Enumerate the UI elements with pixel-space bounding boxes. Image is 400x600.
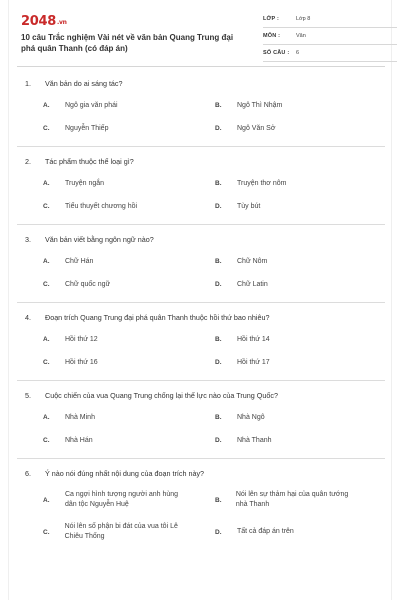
option-letter: C. <box>43 125 50 132</box>
option-text: Hồi thứ 14 <box>237 335 270 343</box>
option-letter: A. <box>43 336 50 343</box>
option-letter: C. <box>43 437 50 444</box>
answer-options <box>17 250 385 296</box>
option-letter: C. <box>43 359 50 366</box>
question-number: 5. <box>25 390 31 400</box>
option-text: Chữ quốc ngữ <box>65 280 111 288</box>
meta-row-subject <box>263 32 397 45</box>
answer-options <box>17 328 385 374</box>
option-letter: A. <box>43 258 50 265</box>
answer-option-c[interactable] <box>17 195 189 218</box>
question-item <box>17 310 385 381</box>
option-text: Chữ Hán <box>65 257 94 265</box>
meta-label: SỐ CÂU : <box>263 50 290 56</box>
option-text: Nguyễn Thiếp <box>65 124 109 132</box>
answer-option-b[interactable] <box>189 94 361 117</box>
site-logo[interactable]: $2048_{.vn}$ <box>21 14 67 29</box>
question-stem <box>17 232 385 246</box>
answer-options <box>17 484 385 548</box>
answer-option-b[interactable] <box>189 484 361 516</box>
question-stem <box>17 76 385 90</box>
worksheet-page <box>8 0 392 600</box>
question-text: Văn bản do ai sáng tác? <box>45 78 123 88</box>
answer-option-a[interactable] <box>17 484 189 516</box>
answer-options <box>17 406 385 452</box>
option-letter: B. <box>215 180 222 187</box>
meta-value: Văn <box>296 33 306 39</box>
option-letter: A. <box>43 102 50 109</box>
option-text: Nói lên sự thảm hại của quân tướng nhà Thanh <box>235 491 349 508</box>
option-letter: D. <box>215 359 222 366</box>
option-letter: C. <box>43 203 50 210</box>
answer-option-c[interactable] <box>17 429 189 452</box>
answer-option-a[interactable] <box>17 406 189 429</box>
option-letter: D. <box>215 528 222 536</box>
option-letter: A. <box>43 180 50 187</box>
option-letter: B. <box>215 414 222 421</box>
answer-option-c[interactable] <box>17 516 189 548</box>
option-letter: D. <box>215 125 222 132</box>
worksheet-title: 10 câu Trắc nghiệm Vài nét về văn bản Quang Trung đại phá quân Thanh (có đáp án) <box>21 33 234 53</box>
option-letter: B. <box>215 496 222 504</box>
answer-option-d[interactable] <box>189 516 361 548</box>
option-text: Nhà Ngô <box>237 413 265 421</box>
meta-row-grade <box>263 15 397 28</box>
option-text: Nhà Thanh <box>237 436 272 444</box>
option-text: Nói lên số phận bi đát của vua tôi Lê Chiêu Thống <box>64 523 178 540</box>
question-stem <box>17 310 385 324</box>
option-text: Tất cả đáp án trên <box>237 528 294 535</box>
question-stem <box>17 466 385 480</box>
option-text: Chữ Nôm <box>237 257 268 265</box>
question-number: 4. <box>25 312 31 322</box>
meta-label: LỚP : <box>263 16 279 22</box>
header-divider <box>17 66 385 67</box>
option-letter: D. <box>215 203 222 210</box>
option-letter: A. <box>43 414 50 421</box>
option-letter: D. <box>215 437 222 444</box>
option-text: Ngô Văn Sở <box>237 124 276 132</box>
answer-option-d[interactable] <box>189 429 361 452</box>
option-text: Nhà Hán <box>65 436 93 444</box>
answer-option-b[interactable] <box>189 328 361 351</box>
meta-label: MÔN : <box>263 33 281 39</box>
answer-option-b[interactable] <box>189 172 361 195</box>
meta-value: 6 <box>296 50 300 56</box>
option-text: Hồi thứ 17 <box>237 358 270 366</box>
option-letter: C. <box>43 528 50 536</box>
question-text: Đoạn trích Quang Trung đại phá quân Thanh thuộc hồi thứ bao nhiêu? <box>45 312 270 322</box>
option-text: Ngô gia văn phái <box>65 101 118 109</box>
answer-option-d[interactable] <box>189 117 361 140</box>
meta-value: Lớp 8 <box>296 16 311 22</box>
answer-options <box>17 94 385 140</box>
option-letter: B. <box>215 102 222 109</box>
question-item <box>17 232 385 303</box>
answer-option-d[interactable] <box>189 273 361 296</box>
answer-options <box>17 172 385 218</box>
option-text: Hồi thứ 16 <box>65 358 98 366</box>
option-letter: B. <box>215 336 222 343</box>
answer-option-a[interactable] <box>17 172 189 195</box>
question-number: 6. <box>25 468 31 478</box>
question-item <box>17 154 385 225</box>
option-text: Chữ Latin <box>237 280 268 288</box>
question-text: Tác phẩm thuộc thể loại gì? <box>45 156 134 166</box>
question-text: Ý nào nói đúng nhất nội dung của đoạn trích này? <box>45 468 205 478</box>
answer-option-b[interactable] <box>189 250 361 273</box>
answer-option-d[interactable] <box>189 351 361 374</box>
answer-option-c[interactable] <box>17 117 189 140</box>
question-stem <box>17 154 385 168</box>
question-text: Cuộc chiến của vua Quang Trung chống lại thế lực nào của Trung Quốc? <box>45 390 278 400</box>
option-letter: C. <box>43 281 50 288</box>
question-list <box>17 76 385 561</box>
question-number: 3. <box>25 234 31 244</box>
question-number: 2. <box>25 156 31 166</box>
question-item <box>17 466 385 554</box>
option-text: Ca ngợi hình tượng người anh hùng dân tộc Nguyễn Huệ <box>65 491 179 508</box>
answer-option-b[interactable] <box>189 406 361 429</box>
answer-option-a[interactable] <box>17 328 189 351</box>
worksheet-header <box>21 12 381 60</box>
question-text: Văn bản viết bằng ngôn ngữ nào? <box>45 234 154 244</box>
meta-row-count <box>263 49 397 62</box>
answer-option-a[interactable] <box>17 250 189 273</box>
option-text: Hồi thứ 12 <box>65 335 98 343</box>
option-text: Ngô Thì Nhậm <box>237 101 283 109</box>
option-text: Tiểu thuyết chương hồi <box>65 202 138 210</box>
answer-option-a[interactable] <box>17 94 189 117</box>
question-item <box>17 76 385 147</box>
question-item <box>17 388 385 459</box>
option-text: Tùy bút <box>237 202 261 210</box>
option-text: Nhà Minh <box>65 413 95 421</box>
option-letter: D. <box>215 281 222 288</box>
answer-option-c[interactable] <box>17 273 189 296</box>
option-text: Truyện ngắn <box>65 179 105 187</box>
option-letter: B. <box>215 258 222 265</box>
question-stem <box>17 388 385 402</box>
option-text: Truyện thơ nôm <box>237 179 287 187</box>
answer-option-c[interactable] <box>17 351 189 374</box>
option-letter: A. <box>43 496 50 504</box>
question-number: 1. <box>25 78 31 88</box>
worksheet-meta <box>263 15 397 66</box>
answer-option-d[interactable] <box>189 195 361 218</box>
